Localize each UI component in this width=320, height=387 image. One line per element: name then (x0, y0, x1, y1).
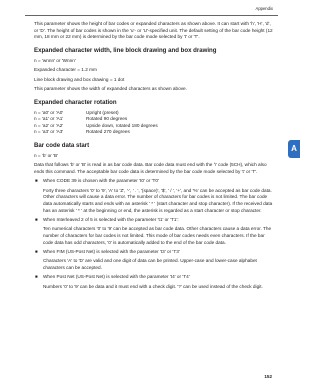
expanded-width-param: n = 'wnnn' or 'Wnnn' (34, 58, 76, 64)
page-content (34, 21, 276, 290)
section-header: Appendix (255, 6, 273, 11)
rotation-code: n = 'a2' or 'A2' (34, 122, 64, 128)
expanded-character-size: Expanded character = 1.2 mm (34, 67, 97, 73)
bar-code-data-paragraph: Data that follows 'b' or 'B' is read in as bar code data. Bar code data must end with the '\' code (5CH), which also ends this command. The acceptable bar code data is determined by the bar code mode selected by 't' or 'T'. (34, 162, 267, 175)
rotation-description: Upright (preset) (86, 109, 119, 115)
rotation-row (34, 110, 276, 117)
list-item (34, 217, 276, 246)
rotation-table (34, 110, 276, 136)
rotation-row (34, 129, 276, 136)
list-item-title: When FIM (US-Post Net) is selected with the parameter 't3' or 'T3' (43, 249, 180, 255)
rotation-description: Upside down, rotated 180 degrees (86, 122, 158, 128)
side-tab-label: A (291, 144, 297, 153)
expanded-width-description: This parameter shows the width of expanded characters as shown above. (34, 86, 187, 91)
bullet-icon: ■ (35, 178, 38, 184)
list-item-body: Forty three characters '0' to '9', 'A' to 'Z', '-', ' . ', '(space)', '$', ' / ', '+', and '%' can be accepted as bar code data. Other characters will cause a data error. The number of characters for bar codes is not limited. The bar code data automatically starts and ends with an asterisk ' * ' (start character and stop character). If the received data has an asterisk ' * ' at the beginning or end, the asterisk is regarded as a start character or stop character. (43, 187, 273, 213)
rotation-code: n = 'a0' or 'A0' (34, 109, 64, 115)
bullet-icon: ■ (35, 217, 38, 223)
list-item-title: When Post Net (US-Post Net) is selected with the parameter 't4' or 'T4' (43, 274, 190, 280)
rotation-row (34, 123, 276, 130)
list-item (34, 249, 276, 272)
rotation-row (34, 116, 276, 123)
list-item-title: When Interleaved 2 of 5 is selected with the parameter 't1' or 'T1': (43, 217, 179, 223)
appendix-side-tab (288, 140, 300, 158)
rotation-code: n = 'a3' or 'A3' (34, 129, 64, 135)
list-item (34, 274, 276, 290)
list-item-body: Characters 'A' to 'D' are valid and one digit of data can be printed. Upper-case and lower-case alphabet characters can be accepted. (43, 258, 257, 271)
bullet-icon: ■ (35, 249, 38, 255)
intro-paragraph: This parameter shows the height of bar codes or expanded characters as shown above. It can start with 'h', 'H', 'd', or 'D'. The height of bar codes is shown in the 'u'- or 'U'-specified unit. The default setting of the bar code height (12 mm, 18 mm or 22 mm) is determined by the bar code mode selected by 't' or 'T'. (34, 21, 273, 40)
page-number: 152 (264, 374, 272, 379)
expanded-rotation-heading: Expanded character rotation (34, 98, 117, 106)
list-item-title: When CODE 39 is chosen with the parameter 't0' or 'T0' (43, 178, 159, 184)
header-divider (25, 15, 278, 16)
rotation-description: Rotated 270 degrees (86, 129, 130, 135)
rotation-code: n = 'a1' or 'A1' (34, 116, 64, 122)
bar-code-mode-list (34, 178, 276, 290)
bar-code-data-heading: Bar code data start (34, 142, 90, 150)
line-block-size: Line block drawing and box drawing = 1 dot (34, 76, 125, 82)
bar-code-data-param: n = 'b' or 'B' (34, 153, 59, 159)
bullet-icon: ■ (35, 274, 38, 280)
expanded-width-heading: Expanded character width, line block drawing and box drawing (34, 47, 217, 55)
rotation-description: Rotated 90 degrees (86, 116, 128, 122)
list-item (34, 178, 276, 214)
list-item-body: Numbers '0' to '9' can be data and it must end with a check digit. '?' can be used instead of the check digit. (43, 283, 263, 289)
list-item-body: Ten numerical characters '0' to '9' can be accepted as bar code data. Other characters cause a data error. The number of characters for bar codes is not limited. This mode of bar codes needs even characters. If the bar code data has odd characters, '0' is automatically added to the end of the bar code data. (43, 226, 272, 245)
